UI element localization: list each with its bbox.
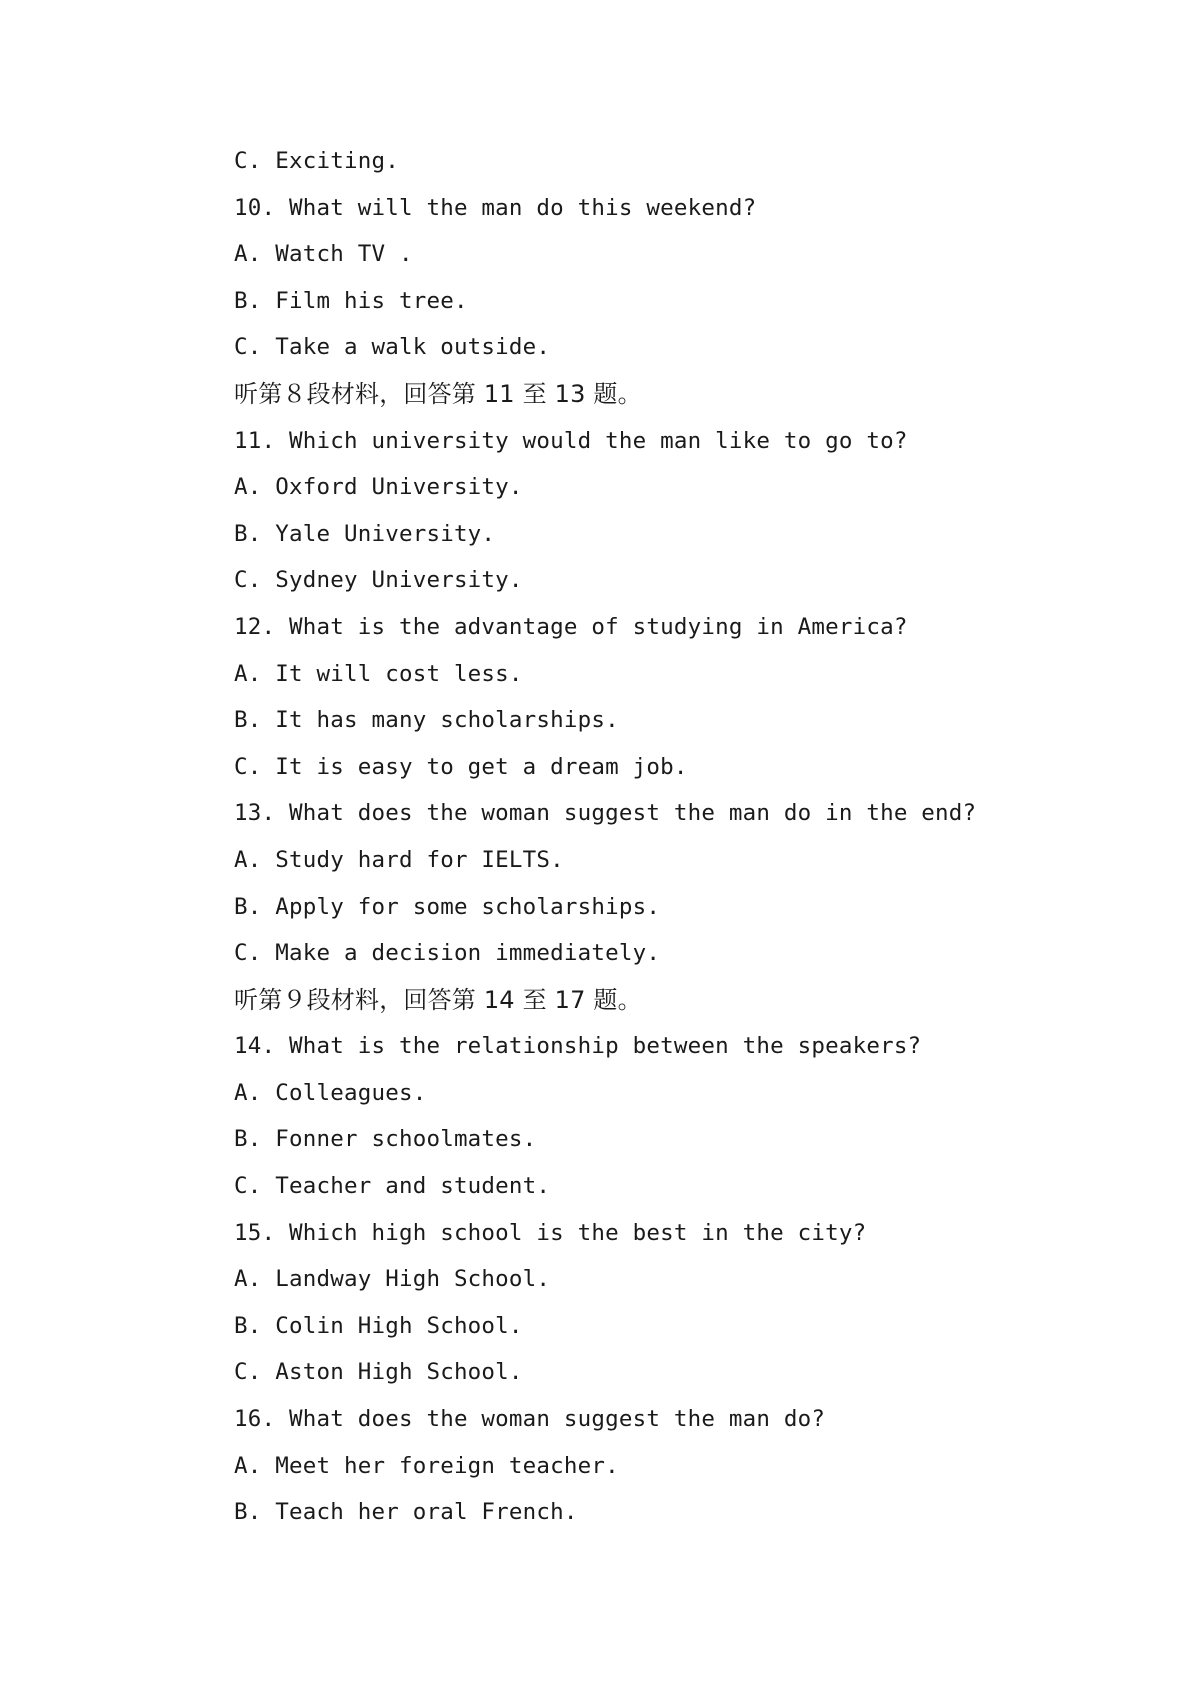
answer-option: C. Aston High School. <box>234 1359 523 1386</box>
answer-option: A. It will cost less. <box>234 660 523 687</box>
answer-option: C. Make a decision immediately. <box>234 940 661 967</box>
answer-option: A. Study hard for IELTS. <box>234 846 564 873</box>
question: 12. What is the advantage of studying in America? <box>234 613 908 640</box>
answer-option: A. Oxford University. <box>234 474 523 501</box>
answer-option: B. Teach her oral French. <box>234 1499 578 1526</box>
answer-option: C. It is easy to get a dream job. <box>234 753 688 780</box>
question: 11. Which university would the man like to go to? <box>234 427 908 454</box>
answer-option: C. Teacher and student. <box>234 1173 551 1200</box>
answer-option: A. Landway High School. <box>234 1266 551 1293</box>
question: 16. What does the woman suggest the man do? <box>234 1406 826 1433</box>
answer-option: C. Exciting. <box>234 148 399 174</box>
question: 13. What does the woman suggest the man do in the end? <box>234 800 977 827</box>
answer-option: C. Sydney University. <box>234 567 523 594</box>
answer-option: B. It has many scholarships. <box>234 707 619 734</box>
answer-option: B. Apply for some scholarships. <box>234 893 661 920</box>
question: 15. Which high school is the best in the city? <box>234 1219 867 1246</box>
answer-option: C. Take a walk outside. <box>234 334 551 361</box>
answer-option: B. Colin High School. <box>234 1312 523 1339</box>
answer-option: B. Fonner schoolmates. <box>234 1126 537 1153</box>
section-instruction: 听第８段材料，回答第 11 至 13 题。 <box>234 379 642 408</box>
answer-option: B. Yale University. <box>234 520 496 547</box>
answer-option: A. Meet her foreign teacher. <box>234 1452 619 1479</box>
answer-option: A. Watch TV . <box>234 241 413 268</box>
answer-option: A. Colleagues. <box>234 1079 427 1106</box>
question: 10. What will the man do this weekend? <box>234 194 757 221</box>
question: 14. What is the relationship between the speakers? <box>234 1033 922 1060</box>
section-instruction: 听第９段材料，回答第 14 至 17 题。 <box>234 985 642 1014</box>
answer-option: B. Film his tree. <box>234 287 468 314</box>
exam-text-lines <box>234 138 976 1536</box>
